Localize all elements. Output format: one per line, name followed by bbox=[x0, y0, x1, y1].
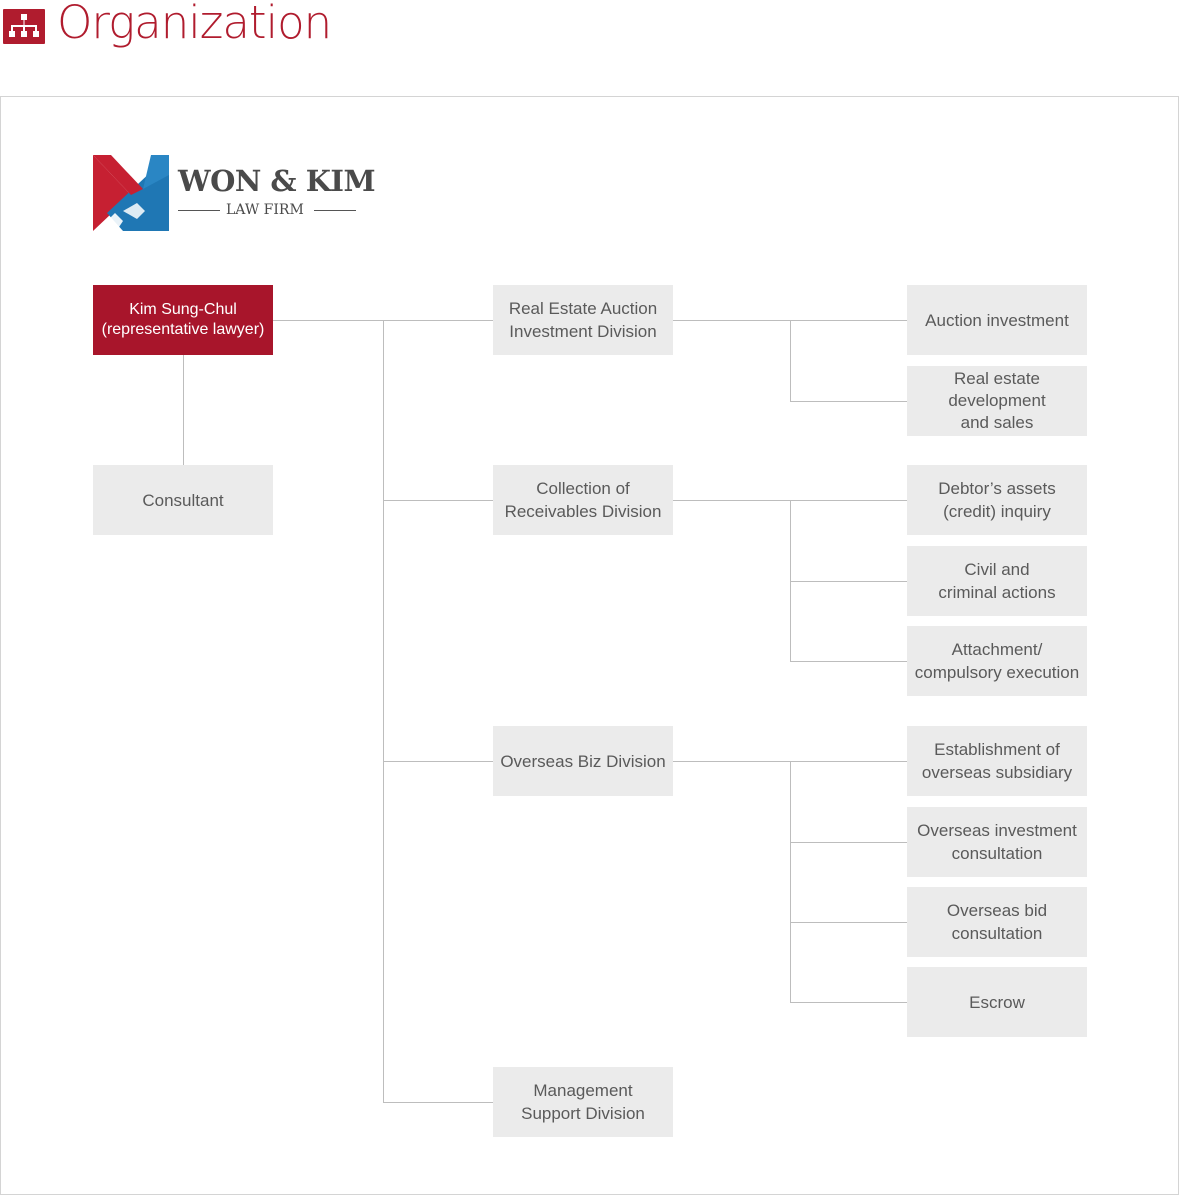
team-debtor-assets-inquiry: Debtor’s assets (credit) inquiry bbox=[907, 465, 1087, 535]
connector bbox=[383, 761, 493, 762]
connector bbox=[790, 661, 907, 662]
connector bbox=[790, 401, 907, 402]
connector bbox=[383, 500, 493, 501]
handshake-logo-icon bbox=[93, 155, 169, 231]
team-auction-investment: Auction investment bbox=[907, 285, 1087, 355]
firm-logo bbox=[93, 155, 376, 233]
connector bbox=[790, 1002, 907, 1003]
division-overseas-biz: Overseas Biz Division bbox=[493, 726, 673, 796]
connector bbox=[383, 1102, 493, 1103]
division-real-estate-auction: Real Estate Auction Investment Division bbox=[493, 285, 673, 355]
subtitle-rule-right bbox=[314, 210, 356, 211]
subtitle-rule-left bbox=[178, 210, 220, 211]
team-escrow: Escrow bbox=[907, 967, 1087, 1037]
division-collection-receivables: Collection of Receivables Division bbox=[493, 465, 673, 535]
firm-subtitle-text: LAW FIRM bbox=[226, 202, 304, 218]
connector bbox=[790, 842, 907, 843]
connector bbox=[790, 581, 907, 582]
connector bbox=[790, 320, 791, 401]
connector bbox=[383, 320, 384, 1102]
page-title: Organization bbox=[57, 0, 332, 49]
connector bbox=[790, 922, 907, 923]
team-attachment-execution: Attachment/ compulsory execution bbox=[907, 626, 1087, 696]
org-chart-icon bbox=[3, 9, 45, 44]
connector bbox=[790, 761, 791, 1002]
team-real-estate-development: Real estate development and sales bbox=[907, 366, 1087, 436]
connector bbox=[183, 355, 184, 465]
division-management-support: Management Support Division bbox=[493, 1067, 673, 1137]
representative-lawyer-box: Kim Sung-Chul (representative lawyer) bbox=[93, 285, 273, 355]
team-overseas-subsidiary: Establishment of overseas subsidiary bbox=[907, 726, 1087, 796]
consultant-box: Consultant bbox=[93, 465, 273, 535]
team-overseas-bid: Overseas bid consultation bbox=[907, 887, 1087, 957]
firm-subtitle bbox=[178, 202, 356, 218]
team-civil-criminal-actions: Civil and criminal actions bbox=[907, 546, 1087, 616]
firm-name: WON & KIM bbox=[178, 164, 376, 198]
team-overseas-investment: Overseas investment consultation bbox=[907, 807, 1087, 877]
